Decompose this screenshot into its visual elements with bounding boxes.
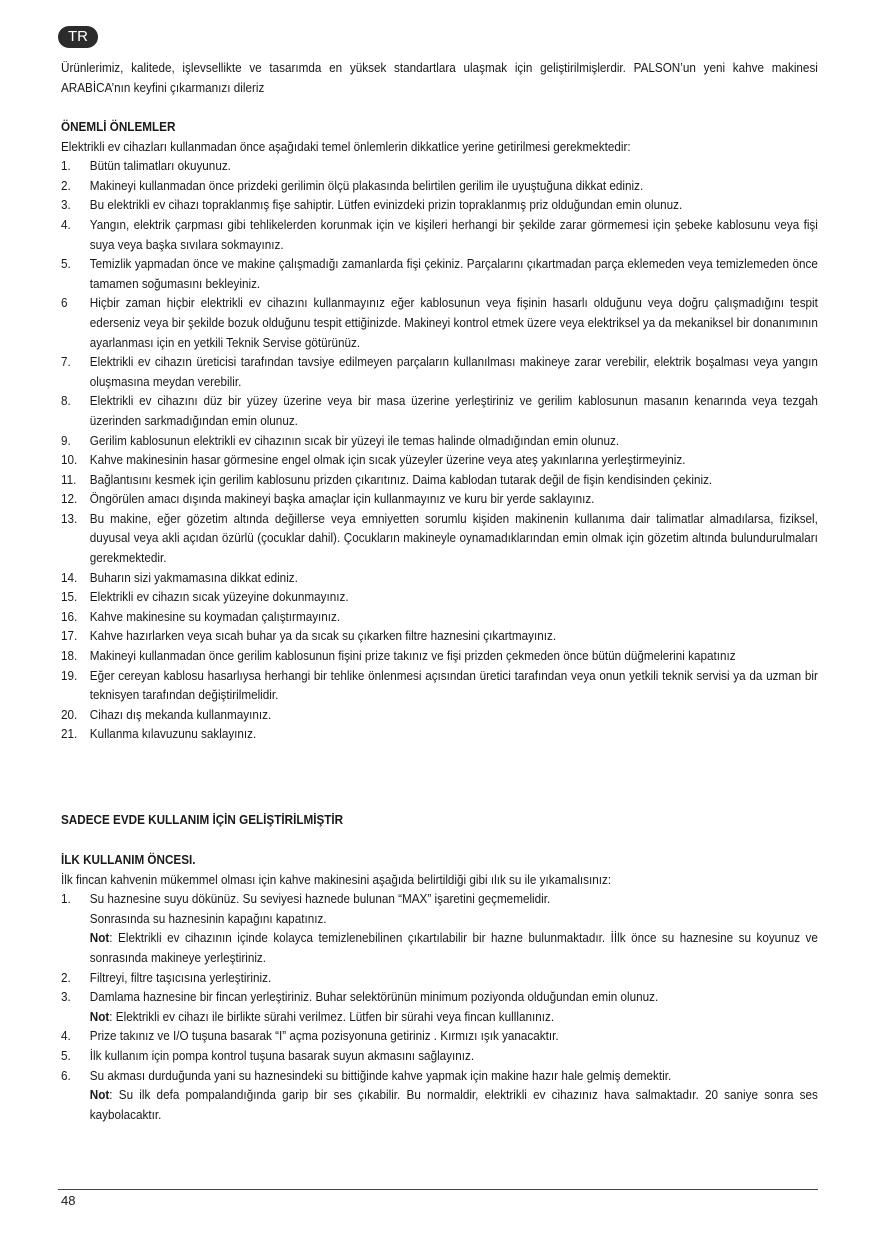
item-text: Filtreyi, filtre taşıcısına yerleştiriniz. bbox=[89, 969, 272, 985]
item-number: 4. bbox=[61, 216, 71, 232]
note-text: : Su ilk defa pompalandığında garip bir ses çıkabilir. Bu normaldir, elektrikli ev cihazınız hava salmaktadır. 20 saniye sonra ses kaybolacaktır. bbox=[89, 1087, 818, 1122]
list-item bbox=[61, 968, 818, 988]
list-item bbox=[61, 156, 818, 176]
item-number: 5. bbox=[61, 256, 71, 272]
note-label: Not bbox=[89, 930, 110, 946]
list-item bbox=[61, 450, 818, 470]
item-number: 17. bbox=[61, 628, 78, 644]
item-text: Makineyi kullanmadan önce prizdeki gerilimin ölçü plakasında belirtilen gerilim ile uyuştuğuna dikkat ediniz. bbox=[89, 177, 644, 193]
household-title: SADECE EVDE KULLANIM İÇİN GELİŞTİRİLMİŞTİR bbox=[61, 812, 344, 827]
list-item bbox=[61, 391, 818, 430]
item-text: Bu elektrikli ev cihazı topraklanmış fişe sahiptir. Lütfen evinizdeki prizin topraklanmış priz olduğundan emin olunuz. bbox=[89, 197, 683, 213]
list-item bbox=[61, 607, 818, 627]
item-text: Kahve hazırlarken veya sıcah buhar ya da sıcak su çıkarken filtre haznesini çıkartmayınız. bbox=[89, 628, 557, 644]
item-text: Makineyi kullanmadan önce gerilim kablosunun fişini prize takınız ve fişi prizden çekmeden önce bütün düğmelerini kapatınız bbox=[89, 648, 736, 664]
language-badge: TR bbox=[58, 26, 98, 48]
first-use-section bbox=[61, 850, 818, 1124]
list-item bbox=[61, 587, 818, 607]
list-item bbox=[61, 889, 818, 967]
note-text: : Elektrikli ev cihazı ile birlikte sürahi verilmez. Lütfen bir sürahi veya fincan kulllanınız. bbox=[109, 1008, 555, 1024]
list-item bbox=[61, 254, 818, 293]
precautions-list bbox=[61, 156, 818, 744]
item-text: İlk kullanım için pompa kontrol tuşuna basarak suyun akmasını sağlayınız. bbox=[89, 1047, 475, 1063]
item-number: 15. bbox=[61, 589, 78, 605]
item-number: 6 bbox=[61, 295, 68, 311]
first-use-list bbox=[61, 889, 818, 1124]
list-item bbox=[61, 568, 818, 588]
list-item bbox=[61, 489, 818, 509]
note-text: : Elektrikli ev cihazının içinde kolayca temizlenebilinen çıkartılabilir bir hazne bulunmaktadır. İİlk önce su haznesine su koyunuz ve sonrasında makineye yerleştiriniz. bbox=[89, 930, 818, 965]
item-text: Elektrikli ev cihazın sıcak yüzeyine dokunmayınız. bbox=[89, 589, 349, 605]
list-item bbox=[61, 215, 818, 254]
item-note bbox=[90, 1007, 818, 1027]
item-text: Bütün talimatları okuyunuz. bbox=[89, 158, 231, 174]
list-item bbox=[61, 470, 818, 490]
item-text: Hiçbir zaman hiçbir elektrikli ev cihazını kullanmayınız eğer kablosunun veya fişinin hasarlı olduğunu veya doğru çalışmadığını tespit ederseniz veya bir şekilde bozuk olduğunu tespit ettiğinizde. Makineyi kontrol etmek üzere veya elektriksel ya da mekaniksel bir donanımının ayarlanması için en yetkili Teknik Servise götürünüz. bbox=[89, 295, 818, 350]
item-text: Eğer cereyan kablosu hasarlıysa herhangi bir tehlike önlenmesi açısından üretici tarafından veya onun yetkili teknik servisi ya da uzman bir teknisyen tarafından değiştirilmelidir. bbox=[89, 667, 818, 703]
list-item bbox=[61, 724, 818, 744]
item-text: Yangın, elektrik çarpması gibi tehlikelerden korunmak için ve kişileri herhangi bir şekilde zarar görmemesi için şebeke kablosunu veya fişi suya veya başka sıvılara sokmayınız. bbox=[89, 216, 818, 252]
item-text: Buharın sizi yakmamasına dikkat ediniz. bbox=[89, 569, 298, 585]
list-item bbox=[61, 666, 818, 705]
item-number: 2. bbox=[61, 969, 71, 985]
item-text: Bu makine, eğer gözetim altında değillerse veya emniyetten sorumlu kişiden makinenin kullanıma dair talimatlar almadılarsa, fiziksel, duyusal veya akli açıdan özürlü (çocuklar dahil). Çocukların makineyle oynamadıklarından emin olmak için gözetim altında bulundurulmaları gerekmektedir. bbox=[89, 510, 818, 566]
page-number: 48 bbox=[61, 1193, 76, 1208]
item-number: 19. bbox=[61, 667, 78, 683]
item-number: 11. bbox=[61, 471, 77, 487]
list-item bbox=[61, 1046, 818, 1066]
list-item bbox=[61, 293, 818, 352]
item-note bbox=[90, 1085, 818, 1124]
item-text: Su akması durduğunda yani su haznesindeki su bittiğinde kahve yapmak için makine hazır hale gelmiş demektir. bbox=[89, 1067, 672, 1083]
list-item bbox=[61, 646, 818, 666]
item-number: 7. bbox=[61, 354, 71, 370]
first-use-lead: İlk fincan kahvenin mükemmel olması için kahve makinesini aşağıda belirtildiği gibi ılık su ile yıkamalısınız: bbox=[61, 871, 612, 887]
item-number: 8. bbox=[61, 393, 71, 409]
list-item bbox=[61, 987, 818, 1026]
list-item bbox=[61, 705, 818, 725]
item-text: Su haznesine suyu dökünüz. Su seviyesi haznede bulunan “MAX” işaretini geçmemelidir. bbox=[89, 891, 551, 907]
item-number: 14. bbox=[61, 569, 78, 585]
list-item bbox=[61, 1066, 818, 1125]
item-number: 5. bbox=[61, 1047, 71, 1063]
item-number: 1. bbox=[61, 891, 71, 907]
list-item bbox=[61, 352, 818, 391]
item-number: 20. bbox=[61, 706, 78, 722]
item-text: Kahve makinesinin hasar görmesine engel olmak için sıcak yüzeyler üzerine veya ateş yakınlarına yerleştirmeyiniz. bbox=[89, 452, 686, 468]
precautions-lead: Elektrikli ev cihazları kullanmadan önce aşağıdaki temel önlemlerin dikkatlice yerine getirilmesi gerekmektedir: bbox=[61, 138, 631, 154]
item-text: Kullanma kılavuzunu saklayınız. bbox=[89, 726, 257, 742]
list-item bbox=[61, 176, 818, 196]
item-text: Kahve makinesine su koymadan çalıştırmayınız. bbox=[89, 608, 341, 624]
item-text: Bağlantısını kesmek için gerilim kablosunu prizden çıkarıtınız. Daima kablodan tutarak değil de fişin kendisinden çekiniz. bbox=[89, 471, 713, 487]
item-text: Elektrikli ev cihazın üreticisi tarafından tavsiye edilmeyen parçaların kullanılması makineye zarar verebilir, elektrik boşalması veya yangın oluşmasına meydan verebilir. bbox=[89, 354, 818, 389]
item-number: 13. bbox=[61, 510, 78, 526]
intro-paragraph: Ürünlerimiz, kalitede, işlevsellikte ve tasarımda en yüksek standartlara ulaşmak için geliştirilmişlerdir. PALSON’un yeni kahve makinesi ARABİCA’nın keyfini çıkarmanızı dileriz bbox=[61, 60, 818, 95]
footer-divider bbox=[58, 1189, 818, 1190]
item-text: Cihazı dış mekanda kullanmayınız. bbox=[89, 706, 272, 722]
item-number: 16. bbox=[61, 608, 78, 624]
item-number: 10. bbox=[61, 452, 78, 468]
item-note bbox=[90, 928, 818, 967]
item-text: Temizlik yapmadan önce ve makine çalışmadığı zamanlarda fişi çekiniz. Parçalarını çıkartmadan parça eklemeden veya temizlemeden önce tamamen soğumasını bekleyiniz. bbox=[89, 256, 818, 291]
note-label: Not bbox=[89, 1008, 110, 1024]
item-number: 4. bbox=[61, 1028, 71, 1044]
item-number: 6. bbox=[61, 1067, 71, 1083]
item-text: Damlama haznesine bir fincan yerleştiriniz. Buhar selektörünün minimum poziyonda olduğundan emin olunuz. bbox=[89, 989, 659, 1005]
item-number: 21. bbox=[61, 726, 78, 742]
list-item bbox=[61, 195, 818, 215]
item-number: 3. bbox=[61, 989, 71, 1005]
item-text: Gerilim kablosunun elektrikli ev cihazının sıcak bir yüzeyi ile temas halinde olmadığından emin olunuz. bbox=[89, 432, 620, 448]
item-number: 12. bbox=[61, 491, 78, 507]
item-text: Öngörülen amacı dışında makineyi başka amaçlar için kullanmayınız ve kuru bir yerde saklayınız. bbox=[89, 491, 595, 507]
item-number: 1. bbox=[61, 158, 71, 174]
list-item bbox=[61, 1026, 818, 1046]
first-use-title: İLK KULLANIM ÖNCESI. bbox=[61, 852, 196, 867]
item-number: 9. bbox=[61, 432, 71, 448]
item-text: Prize takınız ve I/O tuşuna basarak “I” açma pozisyonuna getiriniz . Kırmızı ışık yanacaktır. bbox=[89, 1028, 559, 1044]
precautions-title: ÖNEMLİ ÖNLEMLER bbox=[61, 119, 176, 134]
household-section bbox=[61, 810, 818, 830]
precautions-section bbox=[61, 117, 818, 744]
item-number: 3. bbox=[61, 197, 71, 213]
list-item bbox=[61, 626, 818, 646]
list-item bbox=[61, 431, 818, 451]
item-text: Elektrikli ev cihazını düz bir yüzey üzerine veya bir masa üzerine yerleştiriniz ve gerilim kablosunun masanın kenarında veya tezgah üzerinden sarkmadığından emin olunuz. bbox=[89, 393, 818, 428]
item-number: 2. bbox=[61, 177, 71, 193]
item-number: 18. bbox=[61, 648, 78, 664]
item-extra: Sonrasında su haznesinin kapağını kapatınız. bbox=[89, 910, 327, 926]
note-label: Not bbox=[89, 1087, 110, 1103]
list-item bbox=[61, 509, 818, 568]
